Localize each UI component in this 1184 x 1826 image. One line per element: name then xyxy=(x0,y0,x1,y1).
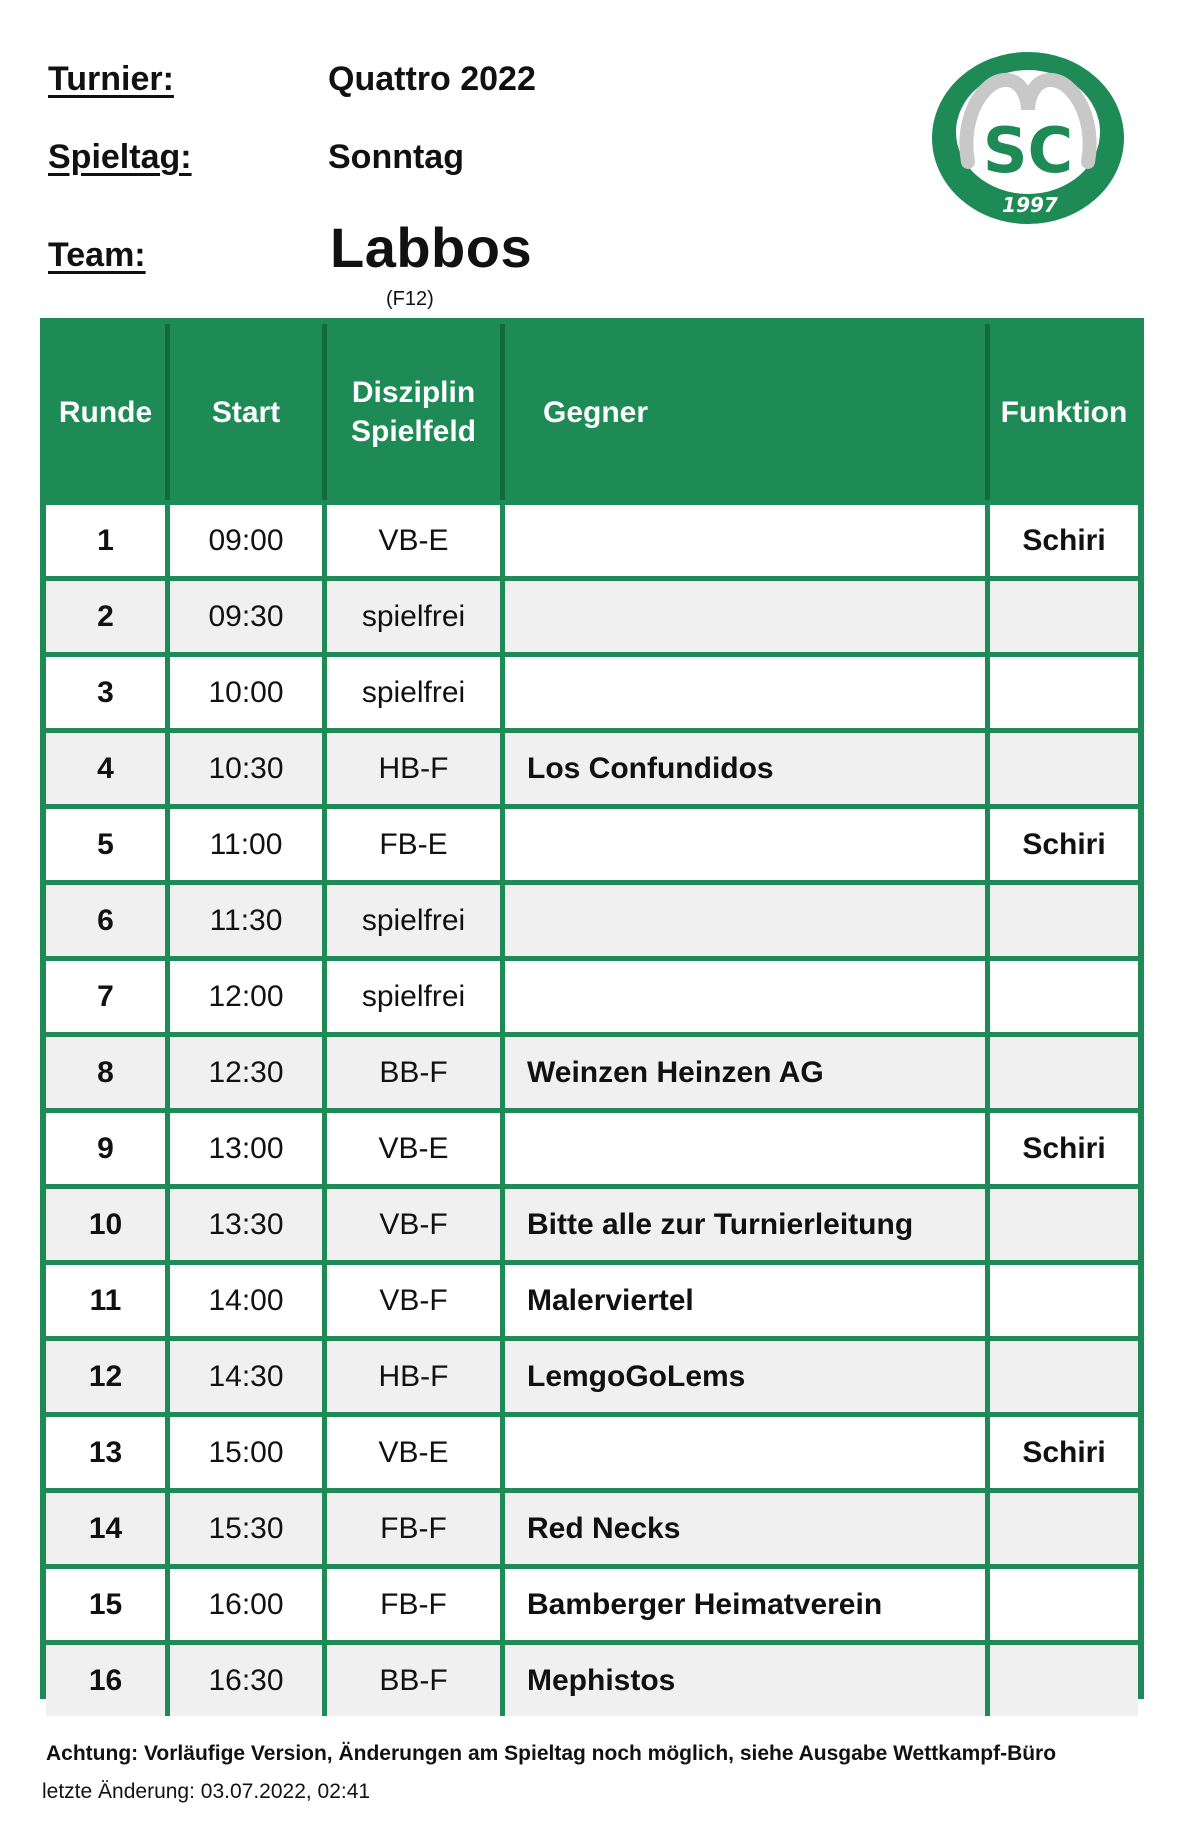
cell-round: 8 xyxy=(46,1032,170,1108)
schedule-table-frame xyxy=(40,318,1144,1699)
team-label: Team: xyxy=(48,236,146,274)
cell-opponent: Bitte alle zur Turnierleitung xyxy=(505,1184,990,1260)
cell-function xyxy=(990,1260,1138,1336)
cell-start: 16:30 xyxy=(170,1640,327,1716)
cell-function xyxy=(990,1640,1138,1716)
cell-start: 14:00 xyxy=(170,1260,327,1336)
cell-function xyxy=(990,652,1138,728)
cell-function xyxy=(990,728,1138,804)
cell-start: 10:30 xyxy=(170,728,327,804)
cell-function: Schiri xyxy=(990,500,1138,576)
team-code: (F12) xyxy=(386,288,434,310)
cell-start: 15:00 xyxy=(170,1412,327,1488)
header-function: Funktion xyxy=(990,324,1138,500)
table-row xyxy=(46,804,1138,880)
cell-start: 15:30 xyxy=(170,1488,327,1564)
cell-opponent: Red Necks xyxy=(505,1488,990,1564)
table-row xyxy=(46,1184,1138,1260)
table-row xyxy=(46,1260,1138,1336)
club-logo xyxy=(930,50,1126,226)
table-row xyxy=(46,956,1138,1032)
header-opponent: Gegner xyxy=(505,324,990,500)
cell-round: 11 xyxy=(46,1260,170,1336)
cell-start: 12:30 xyxy=(170,1032,327,1108)
cell-field: FB-F xyxy=(327,1488,505,1564)
cell-start: 13:30 xyxy=(170,1184,327,1260)
table-row xyxy=(46,1640,1138,1716)
cell-field: VB-F xyxy=(327,1184,505,1260)
table-row xyxy=(46,880,1138,956)
cell-field: BB-F xyxy=(327,1640,505,1716)
tournament-label: Turnier: xyxy=(48,60,174,98)
table-row xyxy=(46,576,1138,652)
cell-field: spielfrei xyxy=(327,576,505,652)
cell-round: 5 xyxy=(46,804,170,880)
table-row xyxy=(46,728,1138,804)
cell-field: VB-E xyxy=(327,500,505,576)
cell-function xyxy=(990,880,1138,956)
last-changed: letzte Änderung: 03.07.2022, 02:41 xyxy=(42,1780,371,1803)
cell-start: 14:30 xyxy=(170,1336,327,1412)
cell-round: 16 xyxy=(46,1640,170,1716)
cell-round: 10 xyxy=(46,1184,170,1260)
cell-opponent xyxy=(505,1412,990,1488)
cell-function: Schiri xyxy=(990,804,1138,880)
cell-function xyxy=(990,1336,1138,1412)
cell-round: 7 xyxy=(46,956,170,1032)
cell-field: FB-E xyxy=(327,804,505,880)
table-row xyxy=(46,1412,1138,1488)
schedule-rows xyxy=(46,500,1138,1716)
cell-round: 14 xyxy=(46,1488,170,1564)
table-row xyxy=(46,1032,1138,1108)
matchday-value: Sonntag xyxy=(328,138,464,176)
cell-opponent xyxy=(505,652,990,728)
cell-function: Schiri xyxy=(990,1412,1138,1488)
cell-start: 09:00 xyxy=(170,500,327,576)
cell-start: 16:00 xyxy=(170,1564,327,1640)
cell-field: FB-F xyxy=(327,1564,505,1640)
cell-field: VB-F xyxy=(327,1260,505,1336)
cell-opponent xyxy=(505,804,990,880)
cell-opponent: Los Confundidos xyxy=(505,728,990,804)
header-discipline xyxy=(327,324,505,500)
cell-field: HB-F xyxy=(327,728,505,804)
header-start: Start xyxy=(170,324,327,500)
cell-round: 6 xyxy=(46,880,170,956)
cell-opponent xyxy=(505,576,990,652)
cell-opponent: Mephistos xyxy=(505,1640,990,1716)
cell-round: 3 xyxy=(46,652,170,728)
header-discipline-line1: Disziplin xyxy=(351,376,476,409)
cell-opponent xyxy=(505,956,990,1032)
table-header-row xyxy=(46,324,1138,500)
cell-round: 13 xyxy=(46,1412,170,1488)
cell-opponent: Weinzen Heinzen AG xyxy=(505,1032,990,1108)
team-value: Labbos xyxy=(330,216,533,279)
table-row xyxy=(46,1488,1138,1564)
cell-round: 12 xyxy=(46,1336,170,1412)
cell-start: 12:00 xyxy=(170,956,327,1032)
cell-opponent: LemgoGoLems xyxy=(505,1336,990,1412)
cell-field: VB-E xyxy=(327,1412,505,1488)
cell-opponent xyxy=(505,880,990,956)
cell-opponent: Malerviertel xyxy=(505,1260,990,1336)
cell-field: spielfrei xyxy=(327,880,505,956)
cell-round: 2 xyxy=(46,576,170,652)
cell-function xyxy=(990,1564,1138,1640)
cell-function xyxy=(990,1184,1138,1260)
cell-round: 4 xyxy=(46,728,170,804)
provisional-note: Achtung: Vorläufige Version, Änderungen am Spieltag noch möglich, siehe Ausgabe Wettkampf-Büro xyxy=(46,1742,1057,1765)
cell-start: 11:30 xyxy=(170,880,327,956)
cell-opponent xyxy=(505,1108,990,1184)
table-row xyxy=(46,1108,1138,1184)
cell-round: 1 xyxy=(46,500,170,576)
table-row xyxy=(46,1336,1138,1412)
cell-function: Schiri xyxy=(990,1108,1138,1184)
cell-start: 11:00 xyxy=(170,804,327,880)
schedule-table xyxy=(46,324,1138,1716)
header-round: Runde xyxy=(46,324,170,500)
logo-year: 1997 xyxy=(1002,193,1058,217)
cell-function xyxy=(990,576,1138,652)
cell-field: VB-E xyxy=(327,1108,505,1184)
cell-field: spielfrei xyxy=(327,652,505,728)
cell-start: 13:00 xyxy=(170,1108,327,1184)
cell-opponent: Bamberger Heimatverein xyxy=(505,1564,990,1640)
cell-field: BB-F xyxy=(327,1032,505,1108)
cell-field: spielfrei xyxy=(327,956,505,1032)
tournament-value: Quattro 2022 xyxy=(328,60,536,98)
cell-function xyxy=(990,1032,1138,1108)
cell-field: HB-F xyxy=(327,1336,505,1412)
cell-round: 9 xyxy=(46,1108,170,1184)
table-row xyxy=(46,1564,1138,1640)
cell-start: 09:30 xyxy=(170,576,327,652)
matchday-label: Spieltag: xyxy=(48,138,192,176)
cell-opponent xyxy=(505,500,990,576)
cell-function xyxy=(990,956,1138,1032)
header-discipline-line2: Spielfeld xyxy=(350,415,477,448)
logo-letters: SC xyxy=(982,114,1074,187)
cell-round: 15 xyxy=(46,1564,170,1640)
cell-function xyxy=(990,1488,1138,1564)
cell-start: 10:00 xyxy=(170,652,327,728)
table-row xyxy=(46,652,1138,728)
table-row xyxy=(46,500,1138,576)
